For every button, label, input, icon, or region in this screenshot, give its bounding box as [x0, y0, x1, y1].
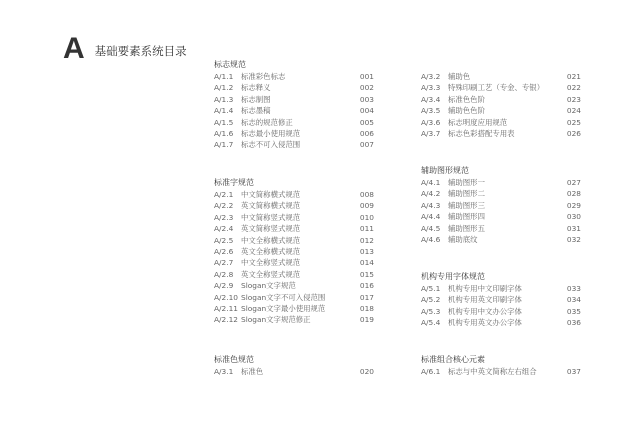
toc-entry: [214, 314, 374, 325]
toc-entry-page-number: 026: [566, 128, 581, 138]
toc-entry: [421, 200, 581, 211]
toc-entry-code: A/2.9: [214, 281, 234, 291]
toc-entry-page-number: 021: [566, 72, 581, 81]
toc-entry-page-number: 025: [566, 117, 581, 127]
toc-entry-label: [214, 212, 300, 223]
toc-entry-name: 英文简称竖式规范: [241, 224, 301, 234]
toc-entry: [421, 82, 581, 93]
toc-entry-label: [214, 200, 300, 211]
toc-section-combination: [421, 354, 581, 377]
toc-entry-name: Slogan文字规范修正: [241, 315, 311, 325]
toc-entry-name: 辅助图形三: [448, 200, 485, 210]
toc-entry-name: 辅助色色阶: [448, 106, 485, 116]
toc-entry-code: A/4.3: [421, 200, 441, 210]
toc-entry-name: 标志明度应用规范: [448, 117, 508, 127]
section-title: 标准组合核心元素: [421, 355, 485, 364]
toc-entry-label: [214, 94, 271, 105]
toc-entry-page-number: 018: [359, 303, 374, 313]
toc-entry-page-number: 022: [566, 83, 581, 93]
toc-entry: [214, 280, 374, 291]
toc-entry-label: [421, 128, 515, 139]
toc-entry-label: [421, 283, 522, 294]
toc-entry-code: A/2.3: [214, 212, 234, 222]
toc-entry: [214, 223, 374, 234]
toc-entry-label: [421, 105, 485, 116]
toc-entry-page-number: 011: [359, 224, 374, 234]
toc-entry-code: A/4.6: [421, 234, 441, 244]
toc-entry-code: A/4.2: [421, 189, 441, 199]
toc-entry: [421, 234, 581, 245]
toc-entry-name: 标准彩色标志: [241, 72, 286, 81]
toc-entry-name: 辅助底纹: [448, 234, 478, 244]
toc-entry-page-number: 016: [359, 281, 374, 291]
toc-section-aux-graphics: [421, 165, 581, 245]
toc-entry-label: [421, 211, 485, 222]
toc-entry-page-number: 001: [359, 72, 374, 81]
toc-entry-code: A/2.4: [214, 224, 234, 234]
toc-section-standard-color: [214, 354, 374, 377]
toc-entry-name: 标志色彩搭配专用表: [448, 128, 515, 138]
toc-entry-name: 特殊印刷工艺（专金、专银）: [448, 83, 545, 93]
toc-entry-code: A/1.4: [214, 106, 234, 116]
toc-entry-label: [214, 257, 300, 268]
toc-entry-page-number: 020: [359, 367, 374, 376]
toc-entry: [214, 71, 374, 82]
toc-entry-page-number: 006: [359, 128, 374, 138]
toc-entry-label: [214, 269, 300, 280]
toc-entry-label: [214, 117, 293, 128]
toc-entry-label: [421, 223, 485, 234]
toc-entry: [421, 306, 581, 317]
toc-entry-page-number: 032: [566, 234, 581, 244]
toc-entry-page-number: 003: [359, 94, 374, 104]
toc-entry-name: Slogan文字不可入侵范围: [241, 292, 326, 302]
toc-entry-code: A/3.1: [214, 367, 234, 376]
toc-entry: [421, 71, 581, 82]
toc-entry-page-number: 029: [566, 200, 581, 210]
toc-entry-name: 标志与中英文简称左右组合: [448, 367, 537, 376]
toc-entry-name: 中文简称竖式规范: [241, 212, 301, 222]
toc-entry-code: A/5.4: [421, 318, 441, 328]
toc-entry: [421, 211, 581, 222]
toc-entry: [214, 269, 374, 280]
toc-entry-label: [214, 71, 285, 82]
toc-section-standard-type: [214, 177, 374, 326]
toc-entry-page-number: 035: [566, 306, 581, 316]
toc-entry-name: 中文简称横式规范: [241, 190, 301, 199]
toc-entry-code: A/3.5: [421, 106, 441, 116]
section-title: 标准字规范: [214, 178, 254, 187]
toc-entry-code: A/3.3: [421, 83, 441, 93]
toc-entry: [421, 188, 581, 199]
toc-entry-name: 标准色: [241, 367, 264, 376]
toc-entry-code: A/2.11: [214, 303, 239, 313]
toc-entry: [214, 94, 374, 105]
toc-entry: [214, 82, 374, 93]
toc-entry-page-number: 012: [359, 235, 374, 245]
toc-entry-code: A/6.1: [421, 367, 441, 376]
toc-entry: [421, 94, 581, 105]
toc-entry-name: 机构专用英文办公字体: [448, 318, 522, 328]
toc-entry-page-number: 033: [566, 284, 581, 293]
toc-entry-name: 标志墨稿: [241, 106, 271, 116]
toc-entry-label: [421, 234, 478, 245]
toc-entry-code: A/1.6: [214, 128, 234, 138]
toc-entry-name: 中文全称横式规范: [241, 235, 301, 245]
toc-entry-name: 机构专用中文印刷字体: [448, 284, 522, 293]
toc-section-logo: [214, 59, 374, 151]
toc-entry-name: Slogan文字最小使用规范: [241, 303, 326, 313]
toc-entry-code: A/5.1: [421, 284, 441, 293]
toc-entry-label: [421, 317, 522, 328]
toc-entry-name: 辅助图形四: [448, 212, 485, 222]
toc-entry-label: [421, 71, 470, 82]
toc-entry-label: [421, 94, 485, 105]
toc-entry: [214, 366, 374, 377]
toc-entry-code: A/5.3: [421, 306, 441, 316]
toc-entry-label: [214, 105, 271, 116]
toc-entry-label: [214, 223, 300, 234]
toc-entry-label: [214, 246, 300, 257]
toc-entry-code: A/2.1: [214, 190, 234, 199]
toc-entry-name: 标志的规范修正: [241, 117, 293, 127]
toc-entry-code: A/2.6: [214, 246, 234, 256]
toc-entry: [421, 366, 581, 377]
toc-entry-code: A/5.2: [421, 295, 441, 305]
toc-entry-code: A/2.10: [214, 292, 239, 302]
section-title: 标准色规范: [214, 355, 254, 364]
toc-entry-name: 辅助图形一: [448, 178, 485, 187]
toc-entry: [421, 105, 581, 116]
toc-entry-label: [421, 366, 537, 377]
toc-entry-label: [214, 366, 263, 377]
toc-entry: [214, 257, 374, 268]
toc-entry-page-number: 023: [566, 94, 581, 104]
toc-entry-page-number: 014: [359, 258, 374, 268]
toc-entry-label: [214, 128, 300, 139]
toc-entry-code: A/3.7: [421, 128, 441, 138]
toc-entry: [214, 292, 374, 303]
toc-entry-name: 中文全称竖式规范: [241, 258, 301, 268]
toc-entry-name: 英文简称横式规范: [241, 201, 301, 211]
toc-entry-label: [421, 200, 485, 211]
toc-entry-name: 标准色色阶: [448, 94, 485, 104]
toc-entry-label: [214, 235, 300, 246]
toc-entry: [214, 303, 374, 314]
toc-entry-code: A/1.1: [214, 72, 234, 81]
section-title: 标志规范: [214, 60, 246, 69]
toc-entry-code: A/4.5: [421, 223, 441, 233]
toc-entry-code: A/2.12: [214, 315, 239, 325]
section-letter: A: [63, 32, 85, 65]
toc-entry-page-number: 037: [566, 367, 581, 376]
toc-entry-name: 辅助图形五: [448, 223, 485, 233]
toc-entry-page-number: 004: [359, 106, 374, 116]
toc-entry-code: A/2.8: [214, 269, 234, 279]
toc-section-color-continued: [421, 71, 581, 139]
toc-entry-name: 标志最小使用规范: [241, 128, 301, 138]
toc-entry: [421, 177, 581, 188]
toc-entry-code: A/2.7: [214, 258, 234, 268]
toc-entry-label: [421, 82, 544, 93]
toc-entry-label: [214, 139, 300, 150]
toc-entry-label: [214, 314, 311, 325]
toc-entry: [214, 200, 374, 211]
toc-entry-code: A/1.2: [214, 83, 234, 93]
toc-entry-name: 英文全称竖式规范: [241, 269, 301, 279]
toc-entry-code: A/1.7: [214, 140, 234, 150]
toc-entry: [421, 294, 581, 305]
toc-entry-page-number: 005: [359, 117, 374, 127]
toc-entry-label: [421, 188, 485, 199]
toc-entry-page-number: 017: [359, 292, 374, 302]
toc-entry-code: A/2.2: [214, 201, 234, 211]
toc-entry-name: 标志不可入侵范围: [241, 140, 301, 150]
toc-entry: [214, 139, 374, 150]
toc-entry-label: [214, 292, 325, 303]
toc-entry: [421, 317, 581, 328]
toc-entry-page-number: 030: [566, 212, 581, 222]
toc-entry-name: 标志制图: [241, 94, 271, 104]
toc-entry-name: 机构专用英文印刷字体: [448, 295, 522, 305]
toc-entry: [421, 117, 581, 128]
toc-entry-page-number: 007: [359, 140, 374, 150]
page-title: 基础要素系统目录: [94, 44, 187, 58]
toc-entry: [214, 105, 374, 116]
toc-entry-page-number: 031: [566, 223, 581, 233]
toc-entry: [214, 128, 374, 139]
toc-entry-label: [421, 306, 522, 317]
toc-entry-page-number: 013: [359, 246, 374, 256]
toc-entry-page-number: 002: [359, 83, 374, 93]
toc-entry: [214, 117, 374, 128]
toc-entry-name: Slogan文字规范: [241, 281, 296, 291]
toc-entry-code: A/2.5: [214, 235, 234, 245]
toc-entry-label: [421, 177, 485, 188]
toc-entry: [214, 212, 374, 223]
toc-entry-label: [421, 117, 507, 128]
toc-entry-page-number: 036: [566, 318, 581, 328]
toc-entry-label: [214, 189, 300, 200]
toc-entry: [214, 189, 374, 200]
toc-section-fonts: [421, 271, 581, 329]
toc-entry-page-number: 027: [566, 178, 581, 187]
toc-entry-code: A/3.2: [421, 72, 441, 81]
section-title: 机构专用字体规范: [421, 272, 485, 281]
toc-entry-code: A/3.4: [421, 94, 441, 104]
toc-entry: [421, 128, 581, 139]
toc-entry-page-number: 009: [359, 201, 374, 211]
toc-entry-page-number: 024: [566, 106, 581, 116]
toc-entry-label: [214, 303, 325, 314]
toc-entry: [214, 246, 374, 257]
toc-entry-name: 辅助图形二: [448, 189, 485, 199]
toc-entry-page-number: 034: [566, 295, 581, 305]
toc-entry-label: [214, 82, 271, 93]
toc-entry-page-number: 019: [359, 315, 374, 325]
toc-entry-name: 辅助色: [448, 72, 471, 81]
toc-entry: [421, 223, 581, 234]
toc-entry-label: [421, 294, 522, 305]
toc-entry-name: 机构专用中文办公字体: [448, 306, 522, 316]
toc-entry-page-number: 015: [359, 269, 374, 279]
toc-entry-code: A/3.6: [421, 117, 441, 127]
page-header: [63, 34, 187, 64]
toc-entry-page-number: 028: [566, 189, 581, 199]
toc-entry-name: 标志释义: [241, 83, 271, 93]
toc-entry-name: 英文全称横式规范: [241, 246, 301, 256]
toc-entry: [214, 235, 374, 246]
toc-entry: [421, 283, 581, 294]
section-title: 辅助图形规范: [421, 166, 469, 175]
toc-entry-page-number: 008: [359, 190, 374, 199]
toc-entry-code: A/4.4: [421, 212, 441, 222]
toc-entry-code: A/4.1: [421, 178, 441, 187]
toc-entry-code: A/1.5: [214, 117, 234, 127]
toc-entry-page-number: 010: [359, 212, 374, 222]
toc-entry-label: [214, 280, 296, 291]
toc-entry-code: A/1.3: [214, 94, 234, 104]
